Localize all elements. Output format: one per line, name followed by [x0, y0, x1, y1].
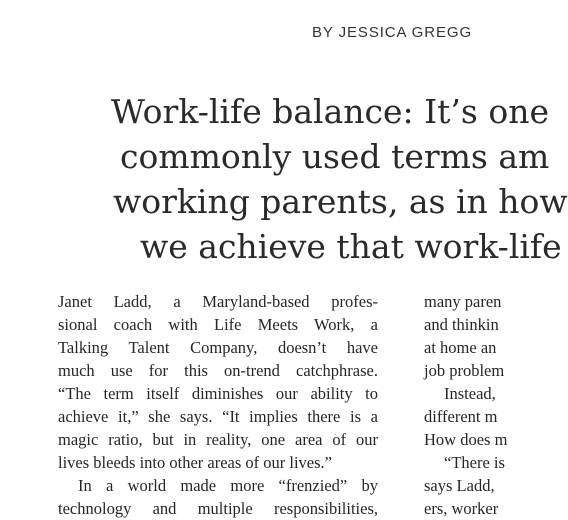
body-line: sional coach with Life Meets Work, a — [58, 315, 378, 334]
body-line: How does m — [424, 430, 508, 449]
body-line: Janet Ladd, a Maryland-based profes- — [58, 292, 378, 311]
body-line: lives bleeds into other areas of our lives.” — [58, 453, 332, 472]
body-line: Instead, — [444, 384, 496, 403]
body-line: “The term itself diminishes our ability to — [58, 384, 378, 403]
body-column-right — [424, 290, 544, 520]
body-line: different m — [424, 407, 498, 426]
body-line: magic ratio, but in reality, one area of our — [58, 430, 378, 449]
body-line: Talking Talent Company, doesn’t have — [58, 338, 378, 357]
body-line: says Ladd, — [424, 476, 495, 495]
body-line: job problem — [424, 361, 505, 380]
body-line: “There is — [444, 453, 505, 472]
headline-line: we achieve that work-life — [140, 227, 562, 266]
body-line: technology and multiple responsibilities, — [58, 499, 378, 518]
body-line: at home an — [424, 338, 497, 357]
body-line: ers, worker — [424, 499, 499, 518]
body-line: and thinkin — [424, 315, 499, 334]
headline — [0, 92, 568, 272]
body-line: In a world made more “frenzied” by — [78, 476, 378, 495]
headline-line: working parents, as in how — [113, 182, 568, 221]
body-column-left — [58, 290, 378, 520]
byline: BY JESSICA GREGG — [312, 24, 473, 41]
body-line: achieve it,” she says. “It implies there is a — [58, 407, 378, 426]
body-line: many paren — [424, 292, 502, 311]
headline-line: Work-life balance: It’s one — [111, 92, 549, 131]
headline-line: commonly used terms am — [120, 137, 550, 176]
body-line: much use for this on-trend catchphrase. — [58, 361, 378, 380]
